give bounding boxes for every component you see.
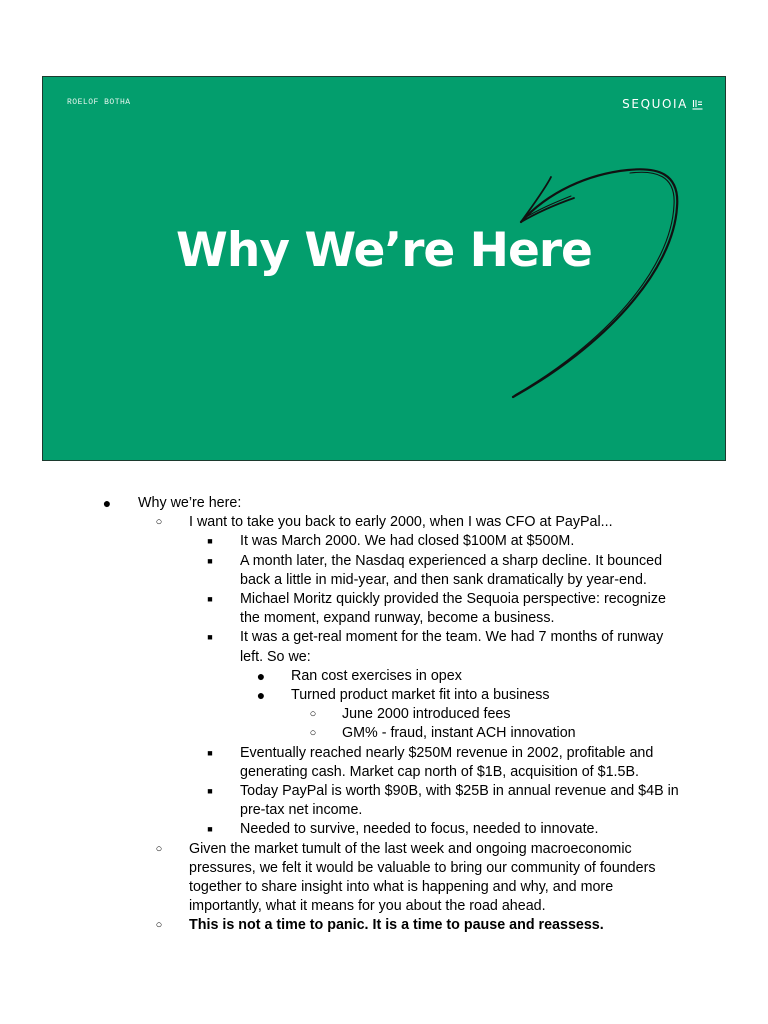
list-item-text: A month later, the Nasdaq experienced a sharp decline. It bounced back a little in mid-year, and then sank dramatically by year-end. bbox=[240, 552, 663, 588]
list-item-text: This is not a time to panic. It is a time to pause and reassess. bbox=[189, 917, 604, 934]
list-item-text: Today PayPal is worth $90B, with $25B in annual revenue and $4B in pre-tax net income. bbox=[240, 783, 679, 819]
square-bullet: ■ bbox=[207, 747, 213, 758]
circle-bullet: ○ bbox=[309, 727, 317, 740]
list-item bbox=[0, 820, 680, 839]
list-item-text: Given the market tumult of the last week and ongoing macroeconomic pressures, we felt it would be valuable to bring our community of founders together to share insight into what is happening and why, and more importantly, what it means for you about the road ahead. bbox=[189, 840, 656, 915]
list-item-text: I want to take you back to early 2000, when I was CFO at PayPal... bbox=[189, 514, 613, 531]
list-item-text: Why we’re here: bbox=[138, 495, 242, 511]
speaker-notes bbox=[0, 494, 768, 936]
list-item bbox=[0, 916, 768, 935]
list-item bbox=[0, 782, 680, 820]
square-bullet: ■ bbox=[207, 555, 213, 566]
square-bullet: ■ bbox=[207, 594, 213, 605]
square-bullet: ■ bbox=[207, 536, 213, 547]
list-item bbox=[0, 667, 768, 686]
list-item bbox=[0, 705, 768, 724]
square-bullet: ■ bbox=[207, 632, 213, 643]
square-bullet: ■ bbox=[207, 786, 213, 797]
list-item bbox=[0, 513, 768, 532]
list-item bbox=[0, 724, 768, 743]
title-slide bbox=[42, 76, 726, 461]
list-item bbox=[0, 686, 768, 705]
list-item-text: Michael Moritz quickly provided the Sequoia perspective: recognize the moment, expand runway, become a business. bbox=[240, 591, 666, 627]
disc-bullet: ● bbox=[256, 667, 266, 684]
list-item-text: Needed to survive, needed to focus, needed to innovate. bbox=[240, 821, 599, 838]
circle-bullet: ○ bbox=[309, 708, 317, 721]
logo-text: SEQUOIA bbox=[622, 97, 688, 111]
list-item bbox=[0, 494, 768, 513]
list-item-text: Ran cost exercises in opex bbox=[291, 667, 462, 684]
list-item-text: It was a get-real moment for the team. We had 7 months of runway left. So we: bbox=[240, 629, 664, 665]
list-item bbox=[0, 840, 670, 917]
disc-bullet: ● bbox=[256, 687, 266, 704]
list-item bbox=[0, 552, 680, 590]
list-item bbox=[0, 628, 680, 666]
list-item bbox=[0, 532, 680, 551]
list-item-text: Eventually reached nearly $250M revenue in 2002, profitable and generating cash. Market cap north of $1B, acquisition of $1.5B. bbox=[240, 744, 654, 780]
list-item-text: It was March 2000. We had closed $100M at $500M. bbox=[240, 533, 575, 550]
hand-drawn-arrow-icon bbox=[43, 77, 725, 460]
slide-title: Why We’re Here bbox=[176, 223, 592, 278]
list-item bbox=[0, 744, 680, 782]
list-item-text: GM% - fraud, instant ACH innovation bbox=[342, 725, 576, 742]
list-item bbox=[0, 590, 680, 628]
list-item-text: Turned product market fit into a business bbox=[291, 687, 550, 704]
slide-author: ROELOF BOTHA bbox=[67, 98, 131, 107]
square-bullet: ■ bbox=[207, 824, 213, 835]
list-item-text: June 2000 introduced fees bbox=[342, 706, 511, 723]
circle-bullet: ○ bbox=[155, 516, 163, 529]
circle-bullet: ○ bbox=[155, 842, 163, 855]
disc-bullet: ● bbox=[102, 495, 112, 511]
circle-bullet: ○ bbox=[155, 919, 163, 932]
